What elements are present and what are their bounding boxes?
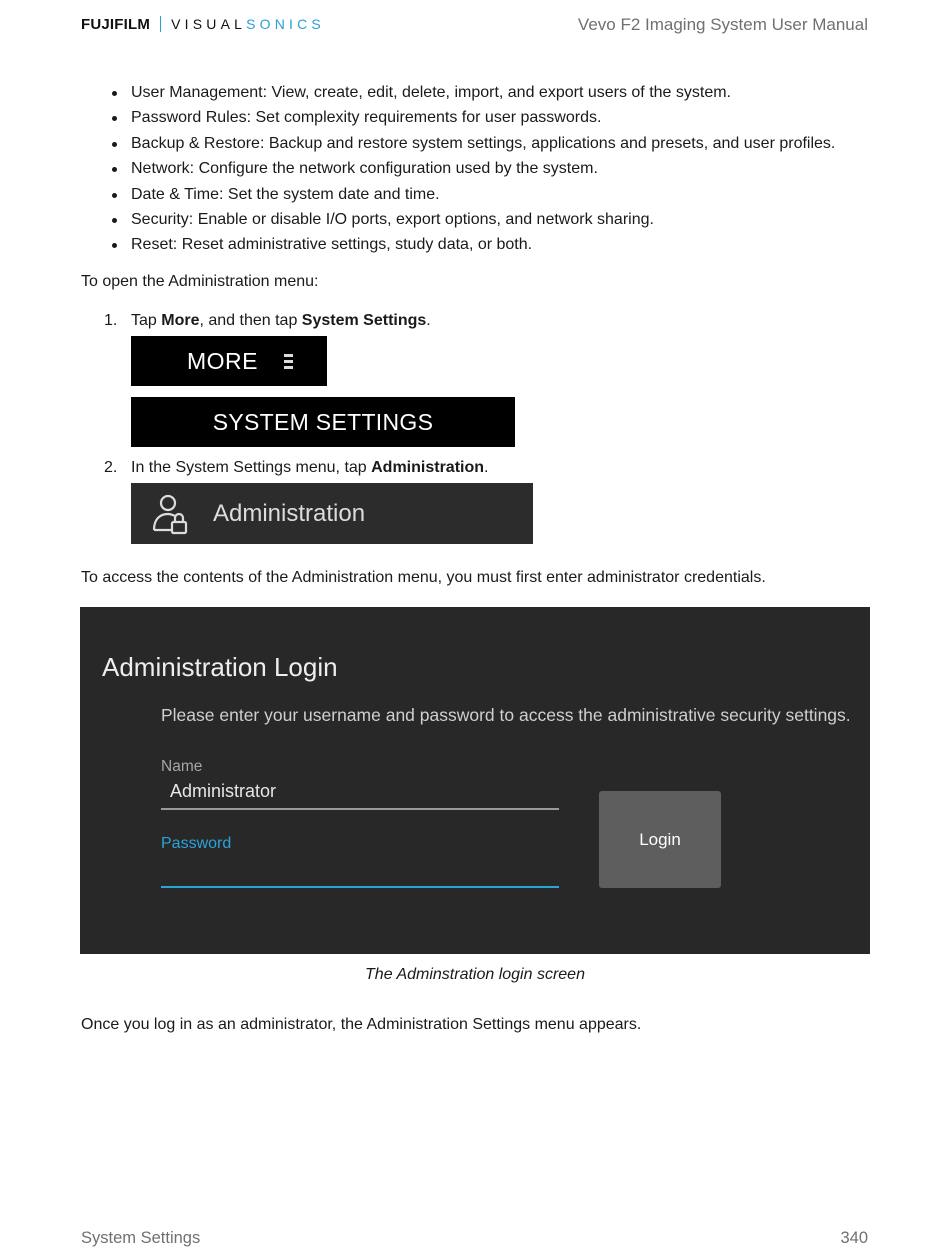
administration-login-screen bbox=[80, 607, 870, 954]
list-item bbox=[106, 182, 835, 207]
logo-brand: FUJIFILM bbox=[81, 15, 151, 33]
figure-caption: The Adminstration login screen bbox=[365, 966, 585, 983]
bullet-icon bbox=[112, 218, 117, 223]
list-item bbox=[106, 232, 835, 257]
bullet-icon bbox=[112, 91, 117, 96]
login-button-label: Login bbox=[639, 829, 681, 849]
bullet-icon bbox=[112, 167, 117, 172]
list-item bbox=[106, 156, 835, 181]
page-number: 340 bbox=[840, 1229, 868, 1247]
list-item-text: Backup & Restore: Backup and restore system settings, applications and presets, and user profiles. bbox=[131, 134, 836, 152]
bullet-icon bbox=[112, 116, 117, 121]
step-emphasis: More bbox=[161, 312, 200, 329]
password-field-label: Password bbox=[161, 835, 232, 852]
administration-label: Administration bbox=[213, 499, 366, 527]
more-button[interactable] bbox=[131, 336, 327, 386]
bullet-icon bbox=[112, 193, 117, 198]
step-text: . bbox=[426, 312, 431, 329]
list-item-text: Date & Time: Set the system date and time. bbox=[131, 185, 440, 203]
step-1-text bbox=[131, 312, 431, 330]
system-settings-label: SYSTEM SETTINGS bbox=[212, 408, 434, 435]
administration-menu-item[interactable] bbox=[131, 483, 533, 544]
list-item-text: Network: Configure the network configuration used by the system. bbox=[131, 160, 598, 178]
list-item bbox=[106, 80, 835, 105]
login-title: Administration Login bbox=[102, 652, 338, 682]
name-field-underline bbox=[161, 808, 559, 810]
step-text: Tap bbox=[131, 312, 162, 329]
list-item-text: User Management: View, create, edit, delete, import, and export users of the system. bbox=[131, 84, 731, 101]
list-item bbox=[106, 131, 835, 156]
step-text: , and then tap bbox=[199, 312, 302, 329]
access-text: To access the contents of the Administration menu, you must first enter administrator credentials. bbox=[81, 569, 766, 586]
login-description: Please enter your username and password to access the administrative security settings. bbox=[161, 705, 851, 725]
list-item-text: Password Rules: Set complexity requirements for user passwords. bbox=[131, 109, 602, 127]
step-text: In the System Settings menu, tap bbox=[131, 459, 372, 476]
logo-product-part2: SONICS bbox=[246, 16, 325, 32]
user-lock-icon bbox=[151, 492, 191, 536]
list-item-text: Security: Enable or disable I/O ports, export options, and network sharing. bbox=[131, 211, 654, 229]
name-field[interactable]: Administrator bbox=[170, 781, 277, 801]
list-item-text: Reset: Reset administrative settings, study data, or both. bbox=[131, 236, 533, 254]
step-number-1: 1. bbox=[104, 312, 118, 329]
more-button-label: MORE bbox=[187, 347, 258, 374]
step-emphasis: Administration bbox=[371, 459, 485, 476]
step-2-text bbox=[131, 459, 488, 477]
footer-section: System Settings bbox=[81, 1229, 201, 1247]
intro-text: To open the Administration menu: bbox=[81, 273, 319, 290]
password-field-underline bbox=[161, 886, 559, 888]
password-field[interactable] bbox=[161, 859, 559, 885]
fujifilm-visualsonics-logo bbox=[81, 14, 325, 34]
bullet-icon bbox=[112, 243, 117, 248]
step-text: . bbox=[484, 459, 489, 476]
logo-divider bbox=[160, 16, 161, 32]
step-number-2: 2. bbox=[104, 459, 118, 476]
manual-title: Vevo F2 Imaging System User Manual bbox=[577, 15, 868, 34]
closing-text: Once you log in as an administrator, the Administration Settings menu appears. bbox=[81, 1016, 642, 1033]
name-field-label: Name bbox=[161, 758, 203, 775]
step-emphasis: System Settings bbox=[301, 312, 427, 329]
list-item bbox=[106, 105, 835, 130]
logo-product-part1: VISUAL bbox=[171, 16, 247, 32]
system-settings-button[interactable] bbox=[131, 397, 515, 447]
admin-features-list bbox=[106, 80, 835, 258]
bullet-icon bbox=[112, 142, 117, 147]
list-item bbox=[106, 207, 835, 232]
kebab-menu-icon bbox=[284, 354, 293, 369]
login-button[interactable] bbox=[599, 791, 721, 888]
